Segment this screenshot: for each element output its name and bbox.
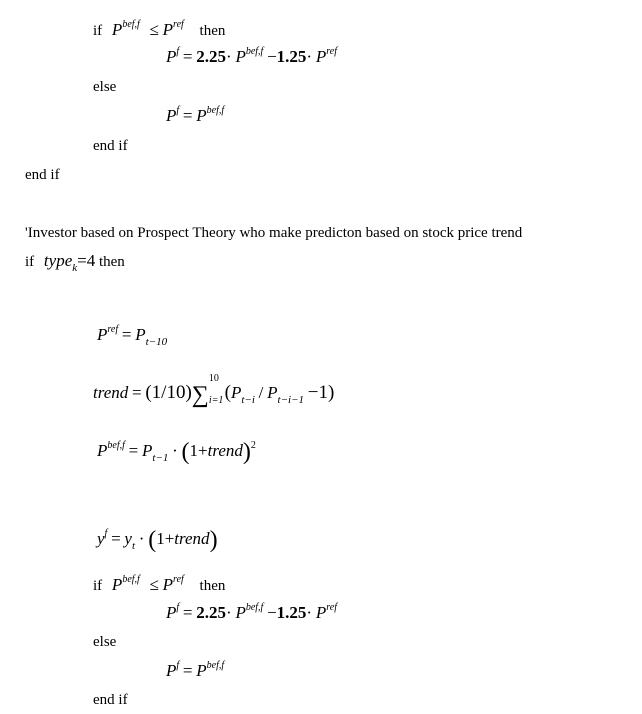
plus-sign: + [164,529,175,548]
endif-line-3 [93,691,128,709]
y-symbol: y [124,529,132,548]
ref-equation [97,324,168,348]
dot-operator: · [226,603,232,622]
open-paren: ( [148,527,157,553]
type-value: =4 [77,251,96,270]
leq-sign: ≤ [149,20,159,39]
bef-equation [97,439,256,465]
p-symbol: P [196,106,207,125]
then-keyword: then [98,254,125,270]
ref-superscript: ref [326,602,337,613]
endif-line-2 [25,166,60,184]
endif-line-1 [93,137,128,155]
coefficient-125: 1.25 [276,603,307,622]
bef-f-superscript: bef,f [206,660,225,671]
p-symbol: P [230,383,242,402]
equals-sign: = [182,603,193,622]
else-line-2 [93,633,116,651]
type-condition-line [25,251,125,274]
f-superscript: f [176,660,180,671]
assign-line-4 [166,662,224,681]
p-symbol: P [162,575,174,594]
ref-superscript: ref [173,574,184,585]
then-keyword: then [199,578,226,594]
p-symbol: P [166,661,177,680]
minus-one-close: −1) [307,382,335,403]
comment-text: 'Investor based on Prospect Theory who make predicton based on stock price trend [25,225,523,241]
plus-sign: + [198,441,208,460]
dot-operator: · [306,603,313,622]
sum-lower-limit: i=1 [208,395,224,406]
equals-sign: = [182,106,193,125]
t-subscript: t [131,540,136,552]
p-symbol: P [315,47,327,66]
one-tenth-coefficient: (1/10) [145,382,192,403]
coefficient-225: 2.25 [196,603,227,622]
else-keyword: else [93,79,117,95]
t-minus-i-minus-1-subscript: t−i−1 [277,394,305,406]
t-minus-10-subscript: t−10 [145,336,168,348]
bef-f-superscript: bef,f [206,105,225,116]
p-symbol: P [166,603,177,622]
bef-f-superscript: bef,f [122,19,140,30]
trend-equation [93,373,335,408]
equals-sign: = [121,325,132,344]
else-keyword: else [93,634,117,650]
minus-sign: − [267,603,277,622]
y-symbol: y [97,529,105,548]
p-symbol: P [315,603,327,622]
if-line-1 [93,21,225,40]
bef-f-superscript: bef,f [245,602,264,613]
comment-line [25,224,522,242]
p-symbol: P [162,20,174,39]
dot-operator: · [306,47,313,66]
open-paren: ( [181,439,190,465]
p-symbol: P [166,47,177,66]
dot-operator: · [172,441,178,460]
f-superscript: f [176,105,180,116]
end-if-keyword: end if [93,138,128,154]
if-line-2 [93,576,225,595]
p-symbol: P [267,383,278,402]
f-superscript: f [176,602,180,613]
f-superscript: f [176,46,180,57]
p-symbol: P [235,47,246,66]
open-paren: ( [224,382,231,403]
sum-sign: ∑ [191,382,209,408]
close-paren: ) [209,527,218,553]
f-superscript: f [104,528,108,539]
ref-superscript: ref [107,324,119,335]
one: 1 [189,441,199,460]
else-line-1 [93,78,116,96]
p-symbol: P [196,661,207,680]
slash: / [258,383,264,402]
p-symbol: P [235,603,246,622]
p-symbol: P [111,20,123,39]
ref-superscript: ref [173,19,184,30]
t-minus-i-subscript: t−i [241,394,255,406]
trend-variable: trend [174,529,210,548]
t-minus-1-subscript: t−1 [152,452,169,464]
bef-f-superscript: bef,f [122,574,140,585]
equals-sign: = [182,47,193,66]
if-keyword: if [93,578,103,594]
sum-upper-limit: 10 [208,373,219,384]
coefficient-225: 2.25 [196,47,227,66]
sum-limits [208,373,224,406]
leq-sign: ≤ [149,575,159,594]
equals-sign: = [132,383,142,402]
bef-f-superscript: bef,f [245,46,264,57]
if-keyword: if [25,254,35,270]
equals-sign: = [182,661,193,680]
p-symbol: P [97,325,108,344]
end-if-keyword: end if [93,692,128,708]
power-two: 2 [250,440,256,451]
if-keyword: if [93,23,103,39]
equals-sign: = [111,529,121,548]
p-symbol: P [111,575,123,594]
equals-sign: = [128,441,139,460]
one: 1 [156,529,165,548]
close-paren: ) [242,439,251,465]
p-symbol: P [135,325,146,344]
dot-operator: · [138,529,145,548]
assign-line-3 [166,604,337,623]
p-symbol: P [166,106,177,125]
assign-line-1 [166,48,337,67]
then-keyword: then [199,23,226,39]
assign-line-2 [166,107,224,126]
coefficient-125: 1.25 [276,47,307,66]
k-subscript: k [72,262,78,274]
minus-sign: − [267,47,277,66]
trend-variable: trend [93,383,129,402]
y-equation [97,527,218,553]
p-symbol: P [97,441,108,460]
bef-f-superscript: bef,f [107,440,125,451]
trend-variable: trend [207,441,243,460]
type-variable: type [43,251,73,270]
dot-operator: · [226,47,232,66]
ref-superscript: ref [326,46,337,57]
end-if-keyword: end if [25,167,60,183]
p-symbol: P [141,441,153,460]
